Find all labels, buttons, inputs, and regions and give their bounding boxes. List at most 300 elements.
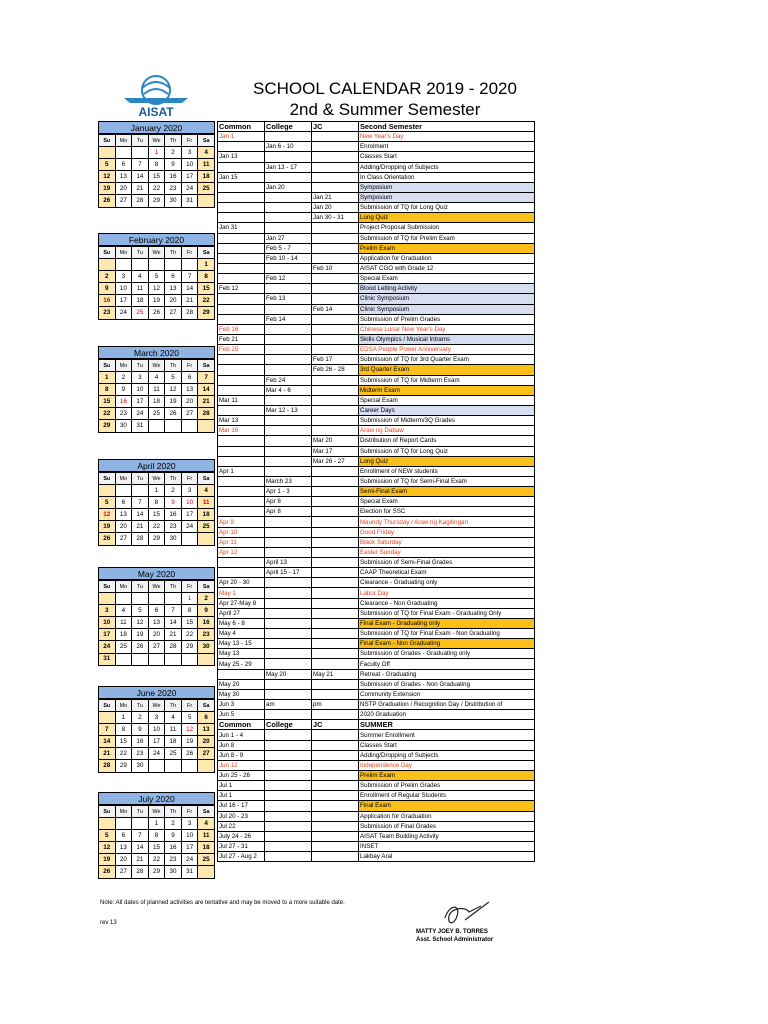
college-date-cell: May 20 [265, 669, 312, 679]
college-date-cell [265, 618, 312, 628]
event-row [218, 294, 535, 304]
common-date-cell: Jul 16 - 17 [218, 801, 265, 811]
day-cell: 24 [132, 408, 149, 420]
event-row [218, 487, 535, 497]
activity-cell: Enrollment of Regular Students [359, 791, 535, 801]
jc-date-cell [312, 781, 359, 791]
day-cell [132, 485, 149, 497]
day-cell [99, 147, 116, 159]
column-header: College [265, 122, 312, 132]
jc-date-cell [312, 821, 359, 831]
weekday-header: We [148, 135, 165, 147]
weekday-header: Th [165, 473, 182, 485]
common-date-cell: Apr 12 [218, 547, 265, 557]
college-date-cell [265, 649, 312, 659]
day-cell: 7 [132, 159, 149, 171]
weekday-header: Mo [115, 135, 132, 147]
day-cell: 4 [165, 712, 182, 724]
common-date-cell: Mar 16 [218, 426, 265, 436]
activity-cell: AISAT Team Building Activity [359, 831, 535, 841]
common-date-cell: Jul 1 [218, 781, 265, 791]
college-date-cell: Apr 8 [265, 507, 312, 517]
day-cell [198, 533, 215, 545]
weekday-header: Sa [198, 360, 215, 372]
day-cell: 19 [165, 396, 182, 408]
day-cell [99, 259, 116, 271]
day-cell: 11 [198, 497, 215, 509]
day-cell: 15 [148, 842, 165, 854]
activity-cell: Prelim Exam [359, 771, 535, 781]
jc-date-cell [312, 740, 359, 750]
common-date-cell: Jun 12 [218, 760, 265, 770]
day-cell: 17 [181, 842, 198, 854]
college-date-cell: Feb 12 [265, 274, 312, 284]
jc-date-cell: Mar 20 [312, 436, 359, 446]
day-cell: 29 [148, 866, 165, 878]
day-cell: 7 [132, 830, 149, 842]
month-calendar [98, 686, 215, 773]
activity-cell: Special Exam [359, 274, 535, 284]
day-cell: 31 [181, 866, 198, 878]
common-date-cell: Jul 1 [218, 791, 265, 801]
weekday-header: Tu [132, 581, 149, 593]
month-header: May 2020 [98, 567, 215, 580]
jc-date-cell [312, 659, 359, 669]
day-cell [198, 760, 215, 772]
event-row [218, 710, 535, 720]
month-header: April 2020 [98, 459, 215, 472]
day-cell: 26 [99, 866, 116, 878]
day-cell: 1 [198, 259, 215, 271]
day-cell: 20 [115, 854, 132, 866]
day-cell: 5 [165, 372, 182, 384]
jc-date-cell [312, 588, 359, 598]
weekday-header: Tu [132, 806, 149, 818]
jc-date-cell: Feb 14 [312, 304, 359, 314]
college-date-cell: April 15 - 17 [265, 568, 312, 578]
day-cell: 21 [181, 295, 198, 307]
day-cell: 25 [115, 641, 132, 653]
jc-date-cell [312, 243, 359, 253]
column-header: JC [312, 720, 359, 730]
jc-date-cell [312, 608, 359, 618]
jc-date-cell [312, 223, 359, 233]
event-row [218, 466, 535, 476]
activity-cell: Clearance - Non Graduating [359, 598, 535, 608]
day-cell: 17 [115, 295, 132, 307]
month-calendar [98, 121, 215, 208]
event-row [218, 142, 535, 152]
activity-cell: Special Exam [359, 395, 535, 405]
college-date-cell [265, 811, 312, 821]
day-cell: 23 [99, 307, 116, 319]
page-title: SCHOOL CALENDAR 2019 - 2020 [253, 79, 517, 98]
activity-cell: Submission of TQ for Midterm Exam [359, 375, 535, 385]
common-date-cell [218, 365, 265, 375]
day-cell: 16 [198, 617, 215, 629]
day-cell: 21 [132, 521, 149, 533]
day-cell: 10 [181, 830, 198, 842]
college-date-cell [265, 608, 312, 618]
events-header-row [218, 122, 535, 132]
activity-cell: Long Quiz [359, 456, 535, 466]
activity-cell: Easter Sunday [359, 547, 535, 557]
college-date-cell [265, 547, 312, 557]
common-date-cell [218, 274, 265, 284]
day-cell: 28 [165, 641, 182, 653]
day-cell: 7 [99, 724, 116, 736]
event-row [218, 314, 535, 324]
day-cell: 19 [99, 183, 116, 195]
weekday-header: Th [165, 806, 182, 818]
weekday-header: Fr [181, 581, 198, 593]
activity-cell: Final Exam [359, 801, 535, 811]
day-cell [132, 653, 149, 665]
day-cell: 19 [148, 295, 165, 307]
jc-date-cell [312, 416, 359, 426]
day-cell [181, 420, 198, 432]
day-cell [148, 420, 165, 432]
day-cell: 12 [99, 842, 116, 854]
column-header: SUMMER [359, 720, 535, 730]
weekday-header: Fr [181, 473, 198, 485]
day-cell: 19 [132, 629, 149, 641]
day-cell: 8 [99, 384, 116, 396]
common-date-cell: Feb 12 [218, 284, 265, 294]
common-date-cell: May 20 [218, 679, 265, 689]
day-cell [132, 147, 149, 159]
college-date-cell [265, 781, 312, 791]
jc-date-cell [312, 284, 359, 294]
college-date-cell [265, 213, 312, 223]
day-cell: 14 [132, 509, 149, 521]
jc-date-cell [312, 547, 359, 557]
jc-date-cell [312, 517, 359, 527]
day-cell: 24 [148, 748, 165, 760]
event-row [218, 375, 535, 385]
signature-mark [435, 898, 495, 932]
weekday-header: Su [99, 581, 116, 593]
college-date-cell [265, 801, 312, 811]
day-cell: 20 [198, 736, 215, 748]
day-cell: 5 [132, 605, 149, 617]
weekday-header: We [148, 700, 165, 712]
weekday-header: Sa [198, 135, 215, 147]
event-row [218, 284, 535, 294]
college-date-cell [265, 334, 312, 344]
day-cell [148, 593, 165, 605]
day-cell [181, 259, 198, 271]
day-cell: 15 [115, 736, 132, 748]
college-date-cell [265, 821, 312, 831]
day-cell: 15 [148, 171, 165, 183]
day-cell [132, 259, 149, 271]
jc-date-cell [312, 629, 359, 639]
day-cell: 18 [198, 171, 215, 183]
day-cell: 11 [198, 159, 215, 171]
college-date-cell [265, 740, 312, 750]
weekday-header: We [148, 360, 165, 372]
common-date-cell [218, 182, 265, 192]
college-date-cell: Feb 10 - 14 [265, 253, 312, 263]
weekday-header: Tu [132, 247, 149, 259]
day-cell: 14 [165, 617, 182, 629]
day-cell: 28 [132, 195, 149, 207]
day-cell [132, 818, 149, 830]
common-date-cell: May 30 [218, 689, 265, 699]
jc-date-cell [312, 801, 359, 811]
jc-date-cell: Mar 26 - 27 [312, 456, 359, 466]
event-row [218, 456, 535, 466]
activity-cell: Distribution of Report Cards [359, 436, 535, 446]
college-date-cell [265, 152, 312, 162]
jc-date-cell [312, 730, 359, 740]
day-cell [115, 259, 132, 271]
day-cell [99, 712, 116, 724]
day-cell: 29 [181, 641, 198, 653]
college-date-cell [265, 517, 312, 527]
jc-date-cell [312, 162, 359, 172]
college-date-cell [265, 750, 312, 760]
activity-cell: Labor Day [359, 588, 535, 598]
college-date-cell [265, 841, 312, 851]
day-cell: 3 [181, 818, 198, 830]
college-date-cell [265, 223, 312, 233]
event-row [218, 629, 535, 639]
day-cell: 18 [148, 396, 165, 408]
day-cell: 8 [181, 605, 198, 617]
day-cell: 11 [148, 384, 165, 396]
event-row [218, 598, 535, 608]
day-cell: 3 [181, 147, 198, 159]
day-cell: 24 [99, 641, 116, 653]
weekday-header: Mo [115, 581, 132, 593]
event-row [218, 497, 535, 507]
day-cell: 8 [148, 159, 165, 171]
weekday-header: Mo [115, 247, 132, 259]
common-date-cell: Feb 25 [218, 345, 265, 355]
day-cell: 6 [115, 830, 132, 842]
day-cell: 11 [132, 283, 149, 295]
weekday-header: Tu [132, 360, 149, 372]
activity-cell: Clearance - Graduating only [359, 578, 535, 588]
day-cell [165, 593, 182, 605]
activity-cell: Submission of TQ for Long Quiz [359, 446, 535, 456]
activity-cell: Symposium [359, 192, 535, 202]
day-cell: 30 [165, 533, 182, 545]
common-date-cell: Jan 13 [218, 152, 265, 162]
day-cell: 18 [115, 629, 132, 641]
day-cell: 1 [181, 593, 198, 605]
common-date-cell: Jan 1 [218, 132, 265, 142]
weekday-header: Fr [181, 360, 198, 372]
day-cell: 2 [198, 593, 215, 605]
day-cell: 22 [198, 295, 215, 307]
common-date-cell: Mar 13 [218, 416, 265, 426]
jc-date-cell [312, 649, 359, 659]
college-date-cell [265, 527, 312, 537]
day-cell: 13 [165, 283, 182, 295]
column-header: Common [218, 122, 265, 132]
common-date-cell [218, 203, 265, 213]
jc-date-cell: Jan 20 [312, 203, 359, 213]
activity-cell: Clinic Symposium [359, 304, 535, 314]
day-cell: 17 [132, 396, 149, 408]
common-date-cell: Apr 20 - 30 [218, 578, 265, 588]
college-date-cell [265, 446, 312, 456]
jc-date-cell [312, 618, 359, 628]
college-date-cell [265, 365, 312, 375]
day-cell: 27 [181, 408, 198, 420]
common-date-cell: May 6 - 8 [218, 618, 265, 628]
event-row [218, 243, 535, 253]
activity-cell: Application for Graduation [359, 811, 535, 821]
common-date-cell: Jun 8 - 9 [218, 750, 265, 760]
weekday-header: We [148, 473, 165, 485]
weekday-header: We [148, 247, 165, 259]
day-cell: 25 [165, 748, 182, 760]
day-cell: 5 [99, 830, 116, 842]
common-date-cell: July 24 - 26 [218, 831, 265, 841]
common-date-cell [218, 294, 265, 304]
activity-cell: Submission of Semi-Final Grades [359, 558, 535, 568]
month-header: January 2020 [98, 121, 215, 134]
jc-date-cell [312, 497, 359, 507]
day-cell: 30 [115, 420, 132, 432]
day-cell: 21 [132, 854, 149, 866]
college-date-cell [265, 132, 312, 142]
day-cell [115, 593, 132, 605]
day-cell: 30 [165, 195, 182, 207]
day-cell: 22 [148, 854, 165, 866]
day-cell: 12 [148, 283, 165, 295]
activity-cell: Prelim Exam [359, 243, 535, 253]
logo-text: AISAT [138, 105, 174, 119]
activity-cell: Submission of TQ for Long Quiz [359, 203, 535, 213]
common-date-cell [218, 436, 265, 446]
college-date-cell [265, 689, 312, 699]
activity-cell: Good Friday [359, 527, 535, 537]
day-cell: 28 [181, 307, 198, 319]
college-date-cell [265, 345, 312, 355]
day-cell: 1 [148, 485, 165, 497]
weekday-header: Mo [115, 700, 132, 712]
jc-date-cell [312, 831, 359, 841]
common-date-cell: Jun 1 - 4 [218, 730, 265, 740]
day-cell: 6 [181, 372, 198, 384]
day-cell: 28 [132, 533, 149, 545]
college-date-cell [265, 831, 312, 841]
common-date-cell: Apr 27-May 8 [218, 598, 265, 608]
day-cell: 27 [115, 866, 132, 878]
activity-cell: Semi-Final Exam [359, 487, 535, 497]
day-cell: 21 [198, 396, 215, 408]
day-cell: 26 [132, 641, 149, 653]
jc-date-cell [312, 537, 359, 547]
day-cell: 23 [198, 629, 215, 641]
day-cell [181, 653, 198, 665]
day-cell: 17 [181, 509, 198, 521]
activity-cell: Project Proposal Submission [359, 223, 535, 233]
common-date-cell [218, 568, 265, 578]
college-date-cell [265, 355, 312, 365]
jc-date-cell [312, 760, 359, 770]
jc-date-cell [312, 750, 359, 760]
jc-date-cell [312, 426, 359, 436]
day-cell: 7 [181, 271, 198, 283]
event-row [218, 345, 535, 355]
jc-date-cell [312, 791, 359, 801]
jc-date-cell: May 21 [312, 669, 359, 679]
day-cell: 5 [99, 497, 116, 509]
day-cell: 25 [198, 521, 215, 533]
event-row [218, 740, 535, 750]
day-cell: 16 [165, 171, 182, 183]
common-date-cell: April 27 [218, 608, 265, 618]
jc-date-cell [312, 841, 359, 851]
jc-date-cell [312, 172, 359, 182]
college-date-cell [265, 791, 312, 801]
day-cell: 15 [198, 283, 215, 295]
weekday-header: Sa [198, 806, 215, 818]
event-row [218, 213, 535, 223]
common-date-cell: Jun 8 [218, 740, 265, 750]
day-cell: 2 [165, 485, 182, 497]
jc-date-cell [312, 487, 359, 497]
day-cell: 22 [148, 521, 165, 533]
day-cell [99, 818, 116, 830]
day-cell: 3 [148, 712, 165, 724]
college-date-cell: Jan 13 - 17 [265, 162, 312, 172]
column-header: Common [218, 720, 265, 730]
event-row [218, 405, 535, 415]
common-date-cell [218, 192, 265, 202]
day-cell: 24 [181, 521, 198, 533]
activity-cell: Submission of TQ for Final Exam - Non Graduating [359, 629, 535, 639]
common-date-cell: Jul 22 [218, 821, 265, 831]
event-row [218, 578, 535, 588]
common-date-cell: Apr 9 [218, 517, 265, 527]
event-row [218, 821, 535, 831]
day-cell: 29 [115, 760, 132, 772]
day-cell: 9 [165, 159, 182, 171]
activity-cell: New Year's Day [359, 132, 535, 142]
jc-date-cell: Jan 30 - 31 [312, 213, 359, 223]
day-cell: 2 [99, 271, 116, 283]
day-cell [165, 420, 182, 432]
day-cell: 25 [148, 408, 165, 420]
common-date-cell: Jun 5 [218, 710, 265, 720]
event-row [218, 355, 535, 365]
jc-date-cell [312, 639, 359, 649]
jc-date-cell [312, 405, 359, 415]
month-header: June 2020 [98, 686, 215, 699]
weekday-header: Su [99, 247, 116, 259]
jc-date-cell [312, 507, 359, 517]
day-cell: 4 [198, 485, 215, 497]
day-cell: 19 [181, 736, 198, 748]
activity-cell: Submission of Final Grades [359, 821, 535, 831]
day-cell: 24 [181, 854, 198, 866]
day-cell: 18 [165, 736, 182, 748]
event-row [218, 831, 535, 841]
day-cell: 6 [115, 497, 132, 509]
event-row [218, 791, 535, 801]
day-cell: 30 [165, 866, 182, 878]
activity-cell: Midterm Exam [359, 385, 535, 395]
event-row [218, 801, 535, 811]
day-cell: 2 [132, 712, 149, 724]
